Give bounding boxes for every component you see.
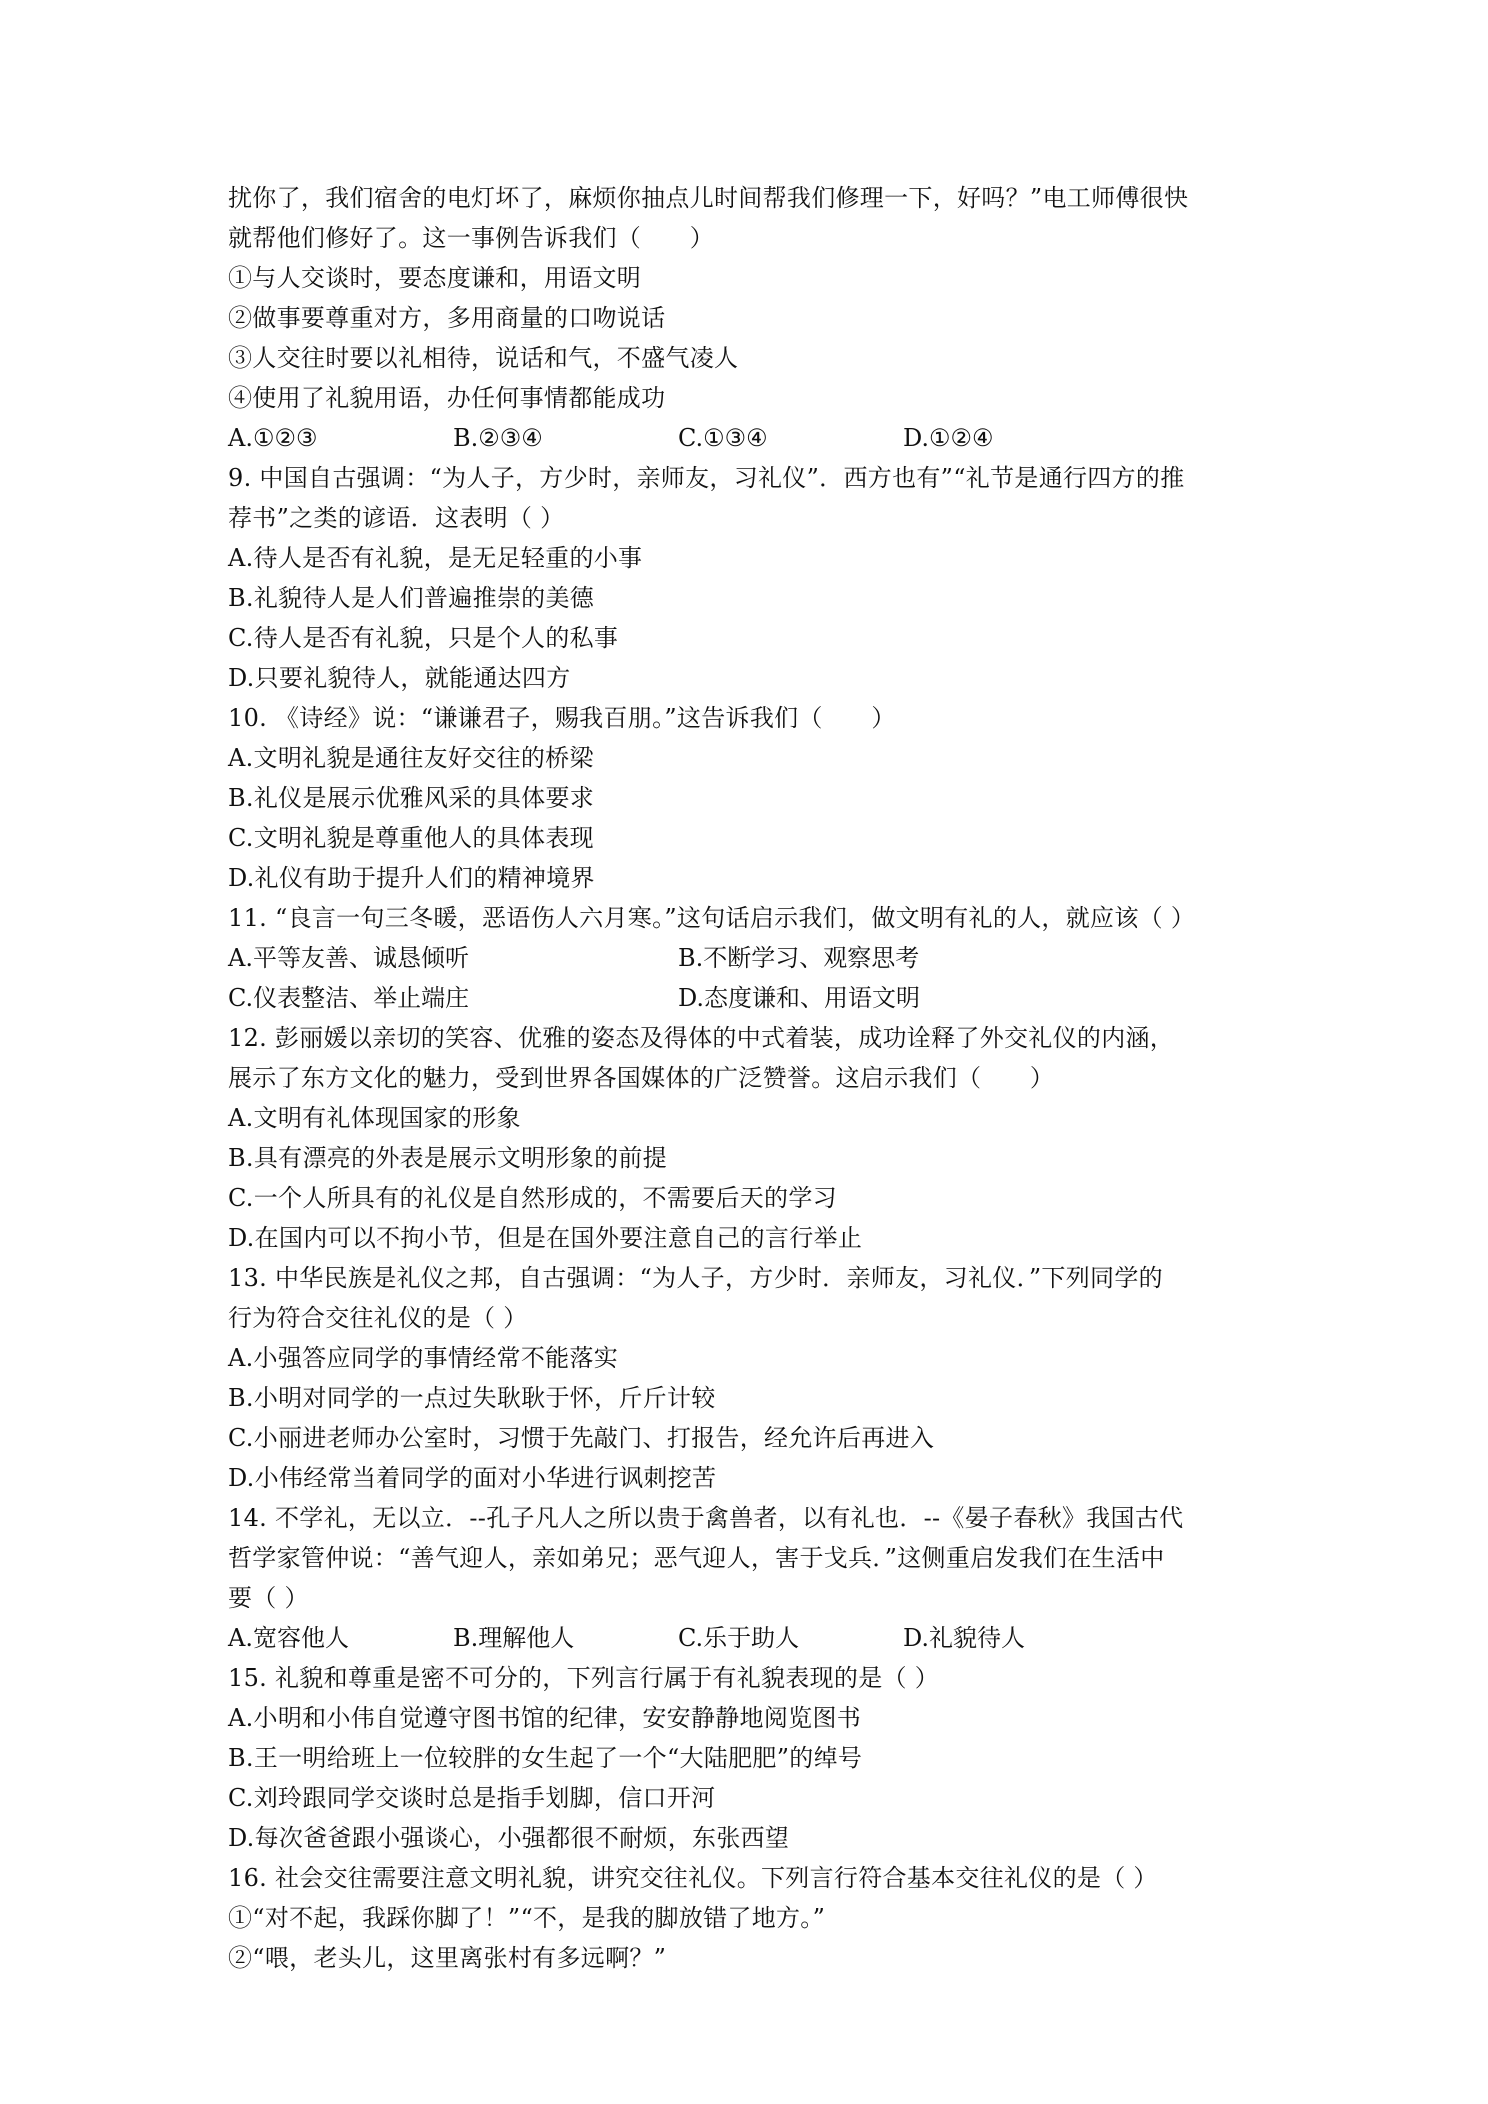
q13-option-b: B.小明对同学的一点过失耿耿于怀，斤斤计较 [228,1384,716,1412]
q14-options [228,1618,1308,1658]
q11-option-a: A.平等友善、诚恳倾听 [228,944,469,972]
q16-item-1: ①“对不起，我踩你脚了！”“不，是我的脚放错了地方。” [228,1904,826,1932]
q12-stem-line-2: 展示了东方文化的魅力，受到世界各国媒体的广泛赞誉。这启示我们（ ） [228,1064,1055,1092]
q9-stem-line-2: 荐书”之类的谚语．这表明（ ） [228,504,565,532]
q8-item-1: ①与人交谈时，要态度谦和，用语文明 [228,264,642,292]
q9-option-d: D.只要礼貌待人，就能通达四方 [228,664,571,692]
q13-option-d: D.小伟经常当着同学的面对小华进行讽刺挖苦 [228,1464,717,1492]
q13-stem-line-1: 13. 中华民族是礼仪之邦，自古强调：“为人子，方少时．亲师友，习礼仪．”下列同学的 [228,1264,1163,1292]
q16-item-2: ②“喂，老头儿，这里离张村有多远啊？” [228,1944,667,1972]
q12-option-c: C.一个人所具有的礼仪是自然形成的，不需要后天的学习 [228,1184,837,1212]
q8-option-c: C.①③④ [678,424,768,452]
exam-content [228,178,1308,1978]
q9-stem-line-1: 9. 中国自古强调：“为人子，方少时，亲师友，习礼仪”．西方也有”“礼节是通行四方的推 [228,464,1185,492]
q8-option-b: B.②③④ [453,424,543,452]
q14-option-d: D.礼貌待人 [903,1624,1026,1652]
q11-option-b: B.不断学习、观察思考 [678,944,920,972]
q8-option-d: D.①②④ [903,424,994,452]
q8-stem-line-2: 就帮他们修好了。这一事例告诉我们（ ） [228,224,714,252]
q14-option-c: C.乐于助人 [678,1624,800,1652]
q11-stem: 11. “良言一句三冬暖，恶语伤人六月寒。”这句话启示我们，做文明有礼的人，就应该（ ） [228,904,1196,932]
q11-options-row-1 [228,938,1308,978]
q14-stem-line-1: 14. 不学礼，无以立．--孔子凡人之所以贵于禽兽者，以有礼也．--《晏子春秋》我国古代 [228,1504,1184,1532]
q11-options-row-2 [228,978,1308,1018]
q14-stem-line-2: 哲学家管仲说：“善气迎人，亲如弟兄；恶气迎人，害于戈兵．”这侧重启发我们在生活中 [228,1544,1165,1572]
q9-option-c: C.待人是否有礼貌，只是个人的私事 [228,624,619,652]
q12-option-b: B.具有漂亮的外表是展示文明形象的前提 [228,1144,667,1172]
q15-option-a: A.小明和小伟自觉遵守图书馆的纪律，安安静静地阅览图书 [228,1704,862,1732]
q12-stem-line-1: 12. 彭丽媛以亲切的笑容、优雅的姿态及得体的中式着装，成功诠释了外交礼仪的内涵， [228,1024,1175,1052]
q16-stem: 16. 社会交往需要注意文明礼貌，讲究交往礼仪。下列言行符合基本交往礼仪的是（ ） [228,1864,1158,1892]
q12-option-d: D.在国内可以不拘小节，但是在国外要注意自己的言行举止 [228,1224,863,1252]
q10-option-d: D.礼仪有助于提升人们的精神境界 [228,864,595,892]
q15-stem: 15. 礼貌和尊重是密不可分的，下列言行属于有礼貌表现的是（ ） [228,1664,940,1692]
q13-option-c: C.小丽进老师办公室时，习惯于先敲门、打报告，经允许后再进入 [228,1424,935,1452]
q13-stem-line-2: 行为符合交往礼仪的是（ ） [228,1304,528,1332]
q8-item-4: ④使用了礼貌用语，办任何事情都能成功 [228,384,666,412]
q15-option-c: C.刘玲跟同学交谈时总是指手划脚，信口开河 [228,1784,716,1812]
q11-option-c: C.仪表整洁、举止端庄 [228,984,470,1012]
q8-item-2: ②做事要尊重对方，多用商量的口吻说话 [228,304,666,332]
q11-option-d: D.态度谦和、用语文明 [678,984,921,1012]
q12-option-a: A.文明有礼体现国家的形象 [228,1104,521,1132]
q8-option-a: A.①②③ [228,424,318,452]
q10-option-c: C.文明礼貌是尊重他人的具体表现 [228,824,594,852]
q8-options [228,418,1308,458]
q15-option-d: D.每次爸爸跟小强谈心，小强都很不耐烦，东张西望 [228,1824,790,1852]
q14-stem-line-3: 要（ ） [228,1584,309,1612]
q10-option-a: A.文明礼貌是通往友好交往的桥梁 [228,744,594,772]
q8-stem-line-1: 扰你了，我们宿舍的电灯坏了，麻烦你抽点儿时间帮我们修理一下，好吗？”电工师傅很快 [228,184,1189,212]
q15-option-b: B.王一明给班上一位较胖的女生起了一个“大陆肥肥”的绰号 [228,1744,863,1772]
q14-option-a: A.宽容他人 [228,1624,349,1652]
q8-item-3: ③人交往时要以礼相待，说话和气，不盛气凌人 [228,344,739,372]
q13-option-a: A.小强答应同学的事情经常不能落实 [228,1344,619,1372]
q9-option-a: A.待人是否有礼貌，是无足轻重的小事 [228,544,643,572]
q10-option-b: B.礼仪是展示优雅风采的具体要求 [228,784,595,812]
q14-option-b: B.理解他人 [453,1624,575,1652]
q10-stem: 10. 《诗经》说：“谦谦君子，赐我百朋。”这告诉我们（ ） [228,704,896,732]
q9-option-b: B.礼貌待人是人们普遍推崇的美德 [228,584,595,612]
